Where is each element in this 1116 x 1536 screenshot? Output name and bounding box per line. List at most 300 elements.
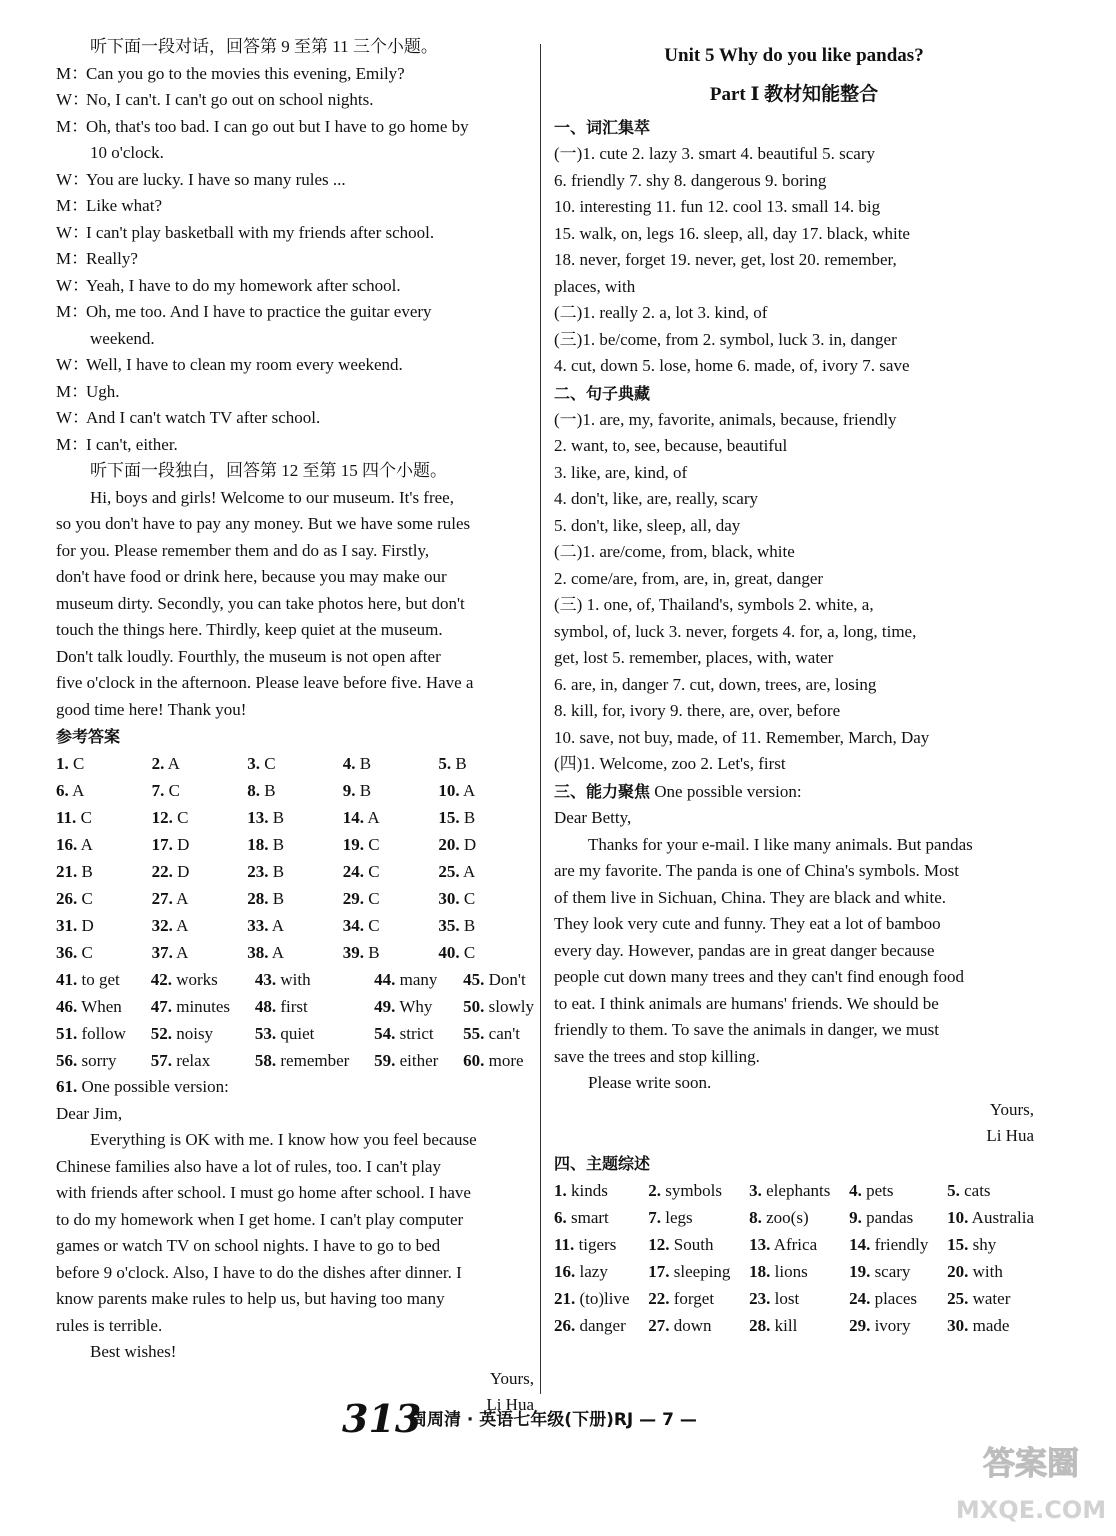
answer-number: 57.: [150, 1051, 172, 1070]
answer-number: 25.: [947, 1288, 969, 1308]
answer-number: 58.: [254, 1051, 277, 1070]
answer-number: 21.: [56, 862, 78, 881]
answer-number: 12.: [648, 1234, 670, 1254]
answer-value: B: [463, 916, 476, 935]
answer-item: [56, 993, 126, 1020]
answer-value: D: [81, 916, 94, 935]
vocab-line: 15. walk, on, legs 16. sleep, all, day 17. black, white: [554, 223, 910, 243]
answer-item: [151, 993, 230, 1020]
answer-value: A: [176, 916, 189, 935]
dialogue-line: [56, 299, 534, 326]
q61-label: One possible version:: [81, 1077, 229, 1096]
answer-number: 28.: [749, 1315, 771, 1335]
dialogue-line: [56, 352, 534, 379]
answer-value: Australia: [971, 1207, 1034, 1227]
letter2-greeting: Dear Betty,: [554, 808, 632, 827]
answer-item: [463, 966, 534, 993]
vocab-line: (一)1. cute 2. lazy 3. smart 4. beautiful 5. scary: [554, 144, 876, 163]
answer-item: [463, 993, 534, 1020]
section2-lines: [554, 407, 1034, 778]
footer-text: 周周清 · 英语七年级(下册)RJ — 7 —: [410, 1409, 697, 1430]
answer-item: [749, 1177, 830, 1204]
answer-number: 24.: [342, 862, 365, 881]
answer-item: [343, 777, 439, 804]
answer-number: 1.: [56, 754, 69, 773]
answer-value: A: [462, 781, 476, 800]
answer-value: remember: [280, 1051, 350, 1070]
answer-value: Don't: [488, 970, 526, 989]
answer-value: A: [80, 835, 93, 854]
letter-sign-name: Li Hua: [486, 1395, 534, 1414]
answer-item: [554, 1204, 630, 1231]
answer-number: 2.: [648, 1180, 662, 1200]
answer-value: slowly: [488, 997, 534, 1016]
answer-number: 56.: [56, 1051, 78, 1070]
answer-item: [247, 777, 343, 804]
speaker-label: M：: [56, 196, 89, 215]
answer-value: B: [272, 889, 285, 908]
answer-number: 3.: [749, 1180, 762, 1200]
answer-item: [463, 1020, 534, 1047]
dialogue-text: Yeah, I have to do my homework after school.: [86, 275, 401, 295]
answer-item: [152, 858, 248, 885]
answer-value: C: [463, 889, 476, 908]
answer-number: 14.: [342, 808, 365, 827]
answer-item: [255, 993, 349, 1020]
answer-item: [255, 1047, 349, 1074]
answer-value: B: [272, 808, 285, 827]
dialogue-text: Oh, that's too bad. I can go out but I have to go home by: [86, 116, 469, 136]
sentence-line: 8. kill, for, ivory 9. there, are, over, before: [554, 701, 841, 720]
answer-item: [56, 939, 152, 966]
answer-item: [438, 831, 534, 858]
answer-item: [343, 939, 439, 966]
answer-item: [343, 912, 439, 939]
answer-item: [56, 885, 152, 912]
answer-item: [151, 966, 230, 993]
speaker-label: M：: [56, 434, 89, 454]
speaker-label: W：: [56, 355, 90, 374]
answer-item: [247, 804, 343, 831]
answer-item: [247, 831, 343, 858]
answer-number: 16.: [56, 835, 78, 854]
answer-number: 18.: [247, 835, 269, 854]
answer-value: C: [368, 889, 380, 908]
monologue-line: museum dirty. Secondly, you can take photos here, but don't: [56, 593, 465, 613]
answer-item: [152, 750, 248, 777]
answer-number: 35.: [438, 916, 460, 935]
answer-number: 22.: [151, 862, 173, 881]
speaker-label: W：: [56, 169, 90, 189]
answer-number: 48.: [254, 997, 277, 1016]
word-answers-grid: [56, 966, 534, 1074]
answer-item: [749, 1312, 830, 1339]
dialogue: [56, 61, 534, 459]
answer-value: with: [972, 1261, 1003, 1281]
answer-value: A: [271, 916, 285, 935]
section2-heading: 二、句子典藏: [554, 383, 651, 403]
answer-value: D: [177, 862, 190, 881]
answer-item: [648, 1204, 730, 1231]
answer-value: cats: [964, 1180, 991, 1200]
answer-item: [152, 777, 248, 804]
answer-value: ivory: [874, 1315, 911, 1335]
section3-heading: 三、能力聚焦: [554, 781, 651, 801]
dialogue-text: No, I can't. I can't go out on school nights.: [86, 90, 374, 109]
q61-line: [56, 1074, 534, 1101]
answer-number: 11.: [56, 808, 77, 827]
answer-item: [648, 1177, 730, 1204]
right-column: [554, 34, 1034, 1339]
answer-value: lions: [774, 1261, 808, 1281]
monologue-line: so you don't have to pay any money. But we have some rules: [56, 514, 471, 533]
answer-value: B: [272, 862, 285, 881]
answer-item: [56, 912, 152, 939]
dialogue-text: You are lucky. I have so many rules ...: [86, 169, 346, 189]
answer-item: [749, 1285, 830, 1312]
answer-number: 23.: [749, 1288, 771, 1308]
answer-item: [554, 1285, 630, 1312]
answer-number: 50.: [463, 997, 485, 1016]
answer-number: 34.: [342, 916, 365, 935]
answer-number: 59.: [374, 1051, 396, 1070]
answer-value: lazy: [579, 1261, 608, 1281]
answer-number: 13.: [247, 808, 269, 827]
answer-item: [247, 912, 343, 939]
answer-value: C: [80, 808, 92, 827]
answer-number: 19.: [849, 1261, 871, 1281]
answer-item: [374, 993, 438, 1020]
answer-item: [152, 885, 248, 912]
answer-item: [56, 831, 152, 858]
answer-value: more: [488, 1051, 524, 1070]
q61-number: 61.: [56, 1077, 78, 1096]
answer-number: 22.: [648, 1288, 670, 1308]
answer-value: B: [455, 754, 467, 773]
answer-number: 27.: [151, 889, 173, 908]
letter-line: games or watch TV on school nights. I have to go to bed: [56, 1236, 441, 1255]
answer-item: [343, 885, 439, 912]
sentence-line: 10. save, not buy, made, of 11. Remember, March, Day: [554, 727, 930, 747]
answer-number: 44.: [374, 970, 396, 989]
answer-item: [247, 858, 343, 885]
answer-item: [56, 858, 152, 885]
answer-value: kinds: [571, 1180, 608, 1200]
answer-item: [947, 1231, 1034, 1258]
answer-item: [343, 750, 439, 777]
answer-value: A: [462, 862, 476, 881]
answer-value: (to)live: [579, 1288, 630, 1308]
speaker-label: M：: [56, 381, 89, 401]
answer-value: C: [73, 754, 85, 773]
answer-value: legs: [665, 1207, 693, 1227]
answer-value: A: [176, 943, 189, 962]
dialogue-text: Oh, me too. And I have to practice the guitar every: [86, 302, 432, 321]
section4-grid: [554, 1177, 1034, 1339]
answer-number: 4.: [849, 1180, 862, 1200]
answer-value: B: [359, 754, 372, 773]
letter2-sign-name: Li Hua: [986, 1126, 1034, 1145]
vocab-line: 18. never, forget 19. never, get, lost 20. remember,: [554, 250, 897, 269]
answer-number: 4.: [342, 754, 356, 773]
answer-number: 49.: [374, 997, 396, 1016]
answer-item: [56, 966, 126, 993]
sentence-line: (四)1. Welcome, zoo 2. Let's, first: [554, 754, 786, 773]
answer-item: [56, 1047, 126, 1074]
answer-value: When: [81, 997, 122, 1016]
unit-title: Unit 5 Why do you like pandas?: [664, 45, 924, 66]
answer-number: 7.: [648, 1207, 662, 1227]
answer-item: [849, 1312, 928, 1339]
answer-value: Why: [399, 997, 433, 1016]
dialogue-line: [56, 405, 534, 432]
answer-number: 16.: [554, 1261, 576, 1281]
letter-greeting: Dear Jim,: [56, 1103, 123, 1123]
answer-item: [849, 1204, 928, 1231]
answer-number: 40.: [438, 943, 460, 962]
section4-heading: 四、主题综述: [554, 1153, 651, 1173]
monologue-line: for you. Please remember them and do as I say. Firstly,: [56, 540, 430, 560]
answer-item: [554, 1258, 630, 1285]
speaker-label: M：: [56, 249, 89, 268]
letter-line: Chinese families also have a lot of rules, too. I can't play: [56, 1156, 441, 1176]
watermark-logo-icon: [956, 1430, 1106, 1530]
answer-item: [947, 1204, 1034, 1231]
answer-number: 46.: [56, 997, 78, 1016]
answer-number: 26.: [56, 889, 78, 908]
letter-body: [56, 1127, 534, 1339]
answer-value: water: [972, 1288, 1011, 1308]
answer-value: pets: [866, 1180, 894, 1200]
answer-value: either: [399, 1051, 439, 1070]
vocab-line: 10. interesting 11. fun 12. cool 13. small 14. big: [554, 197, 881, 216]
sentence-line: 2. come/are, from, are, in, great, danger: [554, 568, 824, 588]
dialogue-line: [56, 273, 534, 300]
answer-value: C: [81, 889, 93, 908]
answer-number: 14.: [849, 1234, 871, 1254]
answer-value: A: [176, 889, 189, 908]
answer-value: D: [177, 835, 190, 854]
answer-number: 8.: [247, 781, 260, 800]
answer-number: 52.: [150, 1024, 172, 1043]
watermark-top: 答案圈: [982, 1444, 1080, 1482]
letter2-body: [554, 832, 1034, 1071]
answer-item: [463, 1047, 534, 1074]
answer-value: sleeping: [673, 1261, 731, 1281]
answer-number: 37.: [151, 943, 173, 962]
letter-line: Everything is OK with me. I know how you feel because: [90, 1130, 477, 1149]
section1-heading: 一、词汇集萃: [554, 118, 651, 137]
answer-item: [438, 777, 534, 804]
sentence-line: (二)1. are/come, from, black, white: [554, 542, 795, 561]
answer-value: friendly: [874, 1234, 929, 1254]
answer-number: 17.: [151, 835, 173, 854]
answer-item: [947, 1258, 1034, 1285]
answer-number: 53.: [254, 1024, 277, 1043]
answer-number: 13.: [749, 1234, 771, 1254]
vocab-line: 6. friendly 7. shy 8. dangerous 9. boring: [554, 170, 827, 190]
answer-value: elephants: [766, 1180, 831, 1200]
answer-item: [947, 1285, 1034, 1312]
letter2-line: save the trees and stop killing.: [554, 1046, 760, 1066]
speaker-label: W：: [56, 408, 90, 427]
answer-item: [749, 1258, 830, 1285]
answer-value: C: [168, 781, 180, 800]
answer-number: 20.: [947, 1261, 969, 1281]
section3-header-line: [554, 778, 1034, 806]
answer-number: 43.: [254, 970, 277, 989]
dialogue-text: Ugh.: [86, 381, 120, 401]
monologue-line: touch the things here. Thirdly, keep quiet at the museum.: [56, 620, 443, 639]
answer-number: 18.: [749, 1261, 771, 1281]
answer-number: 55.: [463, 1024, 485, 1043]
answer-number: 12.: [151, 808, 173, 827]
answer-item: [438, 939, 534, 966]
letter2-sign-yours: Yours,: [989, 1099, 1034, 1119]
answer-value: C: [368, 862, 380, 881]
answer-number: 19.: [342, 835, 365, 854]
answer-number: 32.: [151, 916, 173, 935]
answer-value: B: [463, 808, 476, 827]
answer-number: 11.: [554, 1234, 575, 1254]
letter2-line: to eat. I think animals are humans' friends. We should be: [554, 993, 939, 1013]
dialogue-line: [56, 87, 534, 114]
answer-value: strict: [399, 1024, 434, 1043]
answer-item: [438, 804, 534, 831]
answer-number: 25.: [438, 862, 460, 881]
answer-item: [849, 1231, 928, 1258]
answer-value: zoo(s): [766, 1207, 809, 1227]
answer-number: 39.: [342, 943, 365, 962]
answer-item: [152, 804, 248, 831]
answer-number: 1.: [554, 1180, 567, 1200]
speaker-label: M：: [56, 63, 89, 83]
answer-item: [438, 750, 534, 777]
dialogue-text: And I can't watch TV after school.: [86, 408, 321, 427]
monologue-instruction: 听下面一段独白，回答第 12 至第 15 四个小题。: [90, 461, 447, 480]
section3-label: One possible version:: [654, 781, 802, 801]
letter2-line: every day. However, pandas are in great danger because: [554, 940, 935, 960]
answer-number: 5.: [438, 754, 452, 773]
monologue-line: Don't talk loudly. Fourthly, the museum is not open after: [56, 646, 441, 666]
dialogue-line: [56, 167, 534, 194]
sentence-line: 2. want, to, see, because, beautiful: [554, 436, 788, 455]
dialogue-text-cont: weekend.: [90, 328, 155, 348]
dialogue-line: [56, 114, 534, 141]
answer-value: B: [264, 781, 276, 800]
letter2-line: friendly to them. To save the animals in danger, we must: [554, 1020, 939, 1039]
answer-number: 9.: [849, 1207, 862, 1227]
answer-item: [56, 1020, 126, 1047]
answer-number: 21.: [554, 1288, 576, 1308]
answer-value: sorry: [81, 1051, 117, 1070]
answer-value: Africa: [773, 1234, 818, 1254]
letter-line: rules is terrible.: [56, 1315, 163, 1335]
answer-item: [648, 1231, 730, 1258]
answer-item: [152, 939, 248, 966]
answer-item: [247, 750, 343, 777]
answer-item: [947, 1312, 1034, 1339]
answer-number: 60.: [463, 1051, 485, 1070]
dialogue-text: Well, I have to clean my room every weekend.: [86, 355, 403, 374]
answer-value: tigers: [578, 1234, 617, 1254]
column-divider: [540, 44, 541, 1394]
vocab-line: 4. cut, down 5. lose, home 6. made, of, ivory 7. save: [554, 356, 910, 375]
dialogue-instruction: 听下面一段对话，回答第 9 至第 11 三个小题。: [90, 37, 438, 56]
answer-number: 23.: [247, 862, 269, 881]
answer-number: 54.: [374, 1024, 396, 1043]
monologue-line: five o'clock in the afternoon. Please leave before five. Have a: [56, 673, 474, 692]
answer-value: smart: [571, 1207, 609, 1227]
speaker-label: W：: [56, 90, 90, 109]
letter2-line: They look very cute and funny. They eat a lot of bamboo: [554, 914, 941, 933]
dialogue-text: I can't, either.: [86, 434, 178, 454]
answer-value: places: [874, 1288, 918, 1308]
section1-lines: [554, 141, 1034, 380]
answers-heading: 参考答案: [56, 727, 121, 746]
answer-number: 3.: [247, 754, 260, 773]
letter2-line: Thanks for your e-mail. I like many animals. But pandas: [588, 834, 973, 854]
answer-item: [648, 1285, 730, 1312]
letter-sign-yours: Yours,: [489, 1368, 534, 1388]
sentence-line: symbol, of, luck 3. never, forgets 4. for, a, long, time,: [554, 621, 917, 641]
answer-number: 47.: [150, 997, 172, 1016]
answer-item: [438, 912, 534, 939]
answer-number: 7.: [151, 781, 165, 800]
letter2-line: people cut down many trees and they can't find enough food: [554, 967, 965, 986]
answer-number: 6.: [56, 781, 69, 800]
answer-number: 42.: [150, 970, 172, 989]
dialogue-line: [56, 220, 534, 247]
answer-number: 31.: [56, 916, 78, 935]
answer-item: [343, 831, 439, 858]
answer-value: minutes: [176, 997, 231, 1016]
answer-value: made: [972, 1315, 1010, 1335]
letter-line: with friends after school. I must go home after school. I have: [56, 1183, 471, 1202]
left-column: [56, 34, 534, 1419]
answer-value: shy: [972, 1234, 997, 1254]
dialogue-text: Really?: [86, 249, 138, 268]
sentence-line: 6. are, in, danger 7. cut, down, trees, are, losing: [554, 674, 877, 694]
answer-item: [152, 831, 248, 858]
monologue-line: good time here! Thank you!: [56, 699, 247, 719]
answer-value: symbols: [665, 1180, 722, 1200]
answer-item: [554, 1312, 630, 1339]
answer-item: [151, 1020, 230, 1047]
dialogue-text-cont: 10 o'clock.: [90, 143, 164, 162]
answer-item: [152, 912, 248, 939]
answer-value: first: [280, 997, 308, 1016]
answer-number: 15.: [438, 808, 460, 827]
speaker-label: M：: [56, 116, 89, 136]
vocab-line: (二)1. really 2. a, lot 3. kind, of: [554, 303, 768, 322]
monologue-line: Hi, boys and girls! Welcome to our museum. It's free,: [90, 487, 454, 507]
answer-item: [151, 1047, 230, 1074]
answer-item: [749, 1204, 830, 1231]
answer-number: 6.: [554, 1207, 567, 1227]
answer-value: relax: [176, 1051, 211, 1070]
answer-value: C: [264, 754, 276, 773]
answer-value: B: [81, 862, 93, 881]
answer-number: 28.: [247, 889, 269, 908]
answer-item: [343, 858, 439, 885]
answer-item: [343, 804, 439, 831]
answer-value: to get: [81, 970, 120, 989]
answer-item: [56, 804, 152, 831]
answer-value: C: [368, 916, 380, 935]
answer-item: [374, 966, 438, 993]
answer-value: D: [463, 835, 477, 854]
